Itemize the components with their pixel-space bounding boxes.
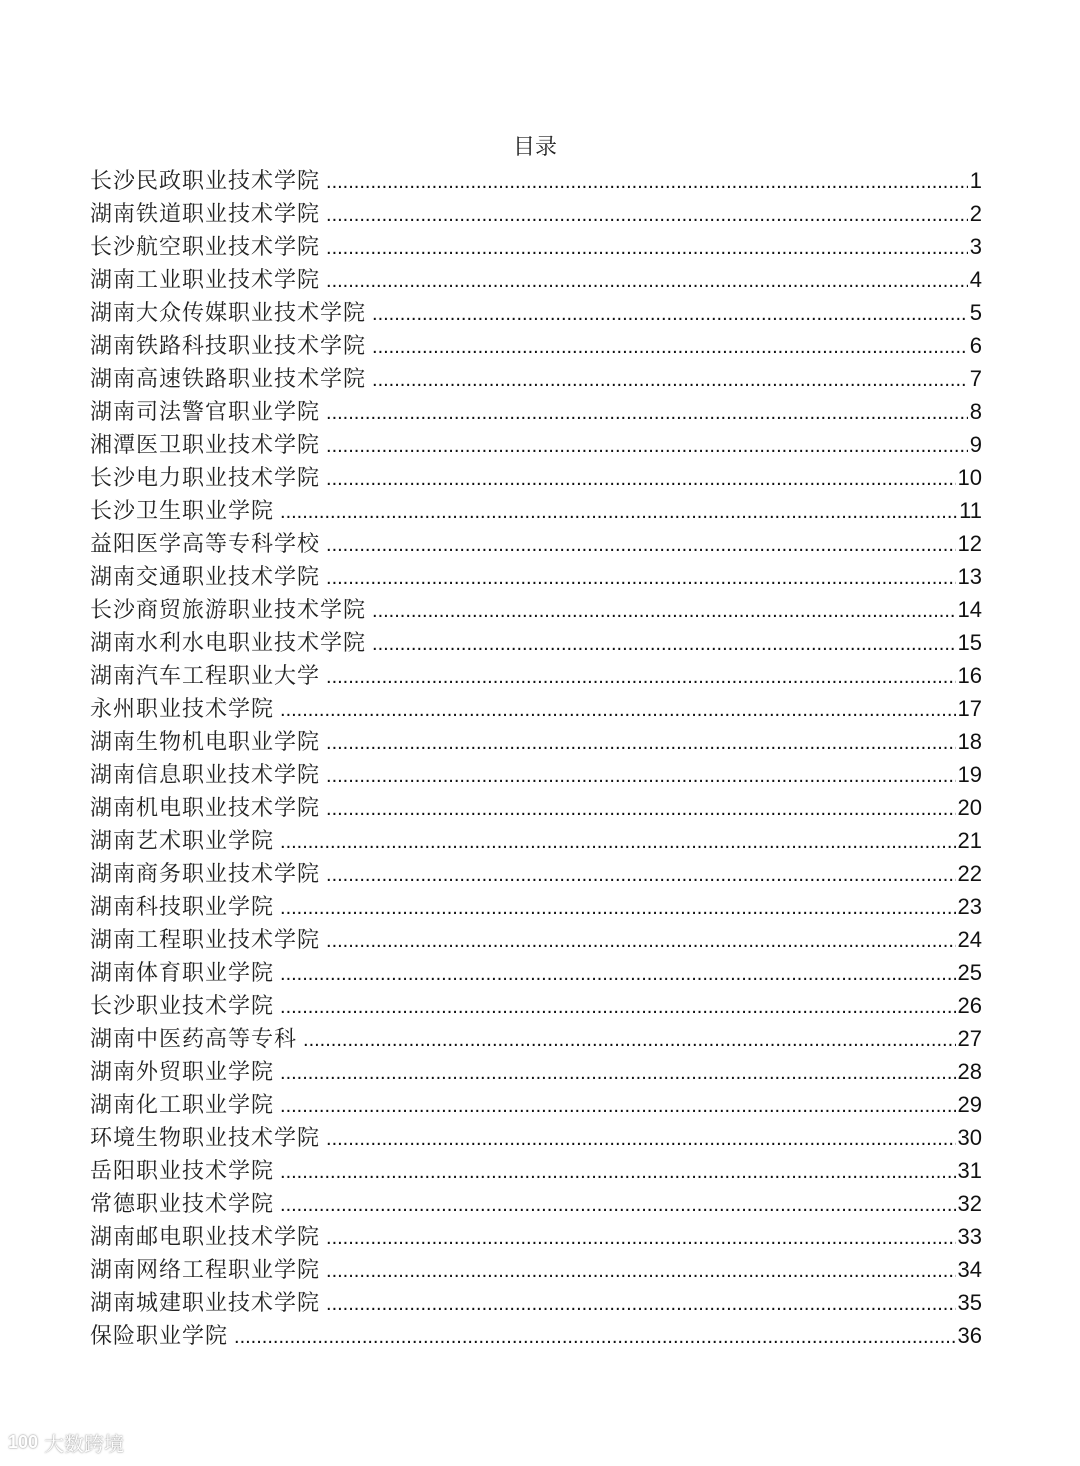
toc-entry-name: 长沙卫生职业学院 [90,499,275,524]
toc-entry-page: 22 [957,861,982,886]
toc-entry[interactable] [90,1154,982,1187]
toc-entry-page: 36 [957,1323,982,1348]
toc-entry-page: 27 [957,1026,982,1051]
toc-entry[interactable] [90,230,982,263]
toc-dot-leader [280,826,956,859]
toc-dot-leader [326,529,956,562]
toc-entry-name: 湖南交通职业技术学院 [90,565,321,590]
toc-entry[interactable] [90,791,982,824]
toc-entry-page: 6 [969,333,982,358]
toc-entry-name: 益阳医学高等专科学校 [90,532,321,557]
toc-dot-leader [326,265,968,298]
toc-entry-name: 常德职业技术学院 [90,1192,275,1217]
toc-list [90,164,982,1352]
toc-entry-name: 湖南商务职业技术学院 [90,862,321,887]
toc-dot-leader [326,1123,956,1156]
toc-entry[interactable] [90,758,982,791]
toc-entry[interactable] [90,1187,982,1220]
toc-dot-leader [326,661,956,694]
toc-entry-page: 14 [957,597,982,622]
toc-dot-leader [326,1288,956,1321]
toc-entry-page: 12 [957,531,982,556]
toc-entry-page: 24 [957,927,982,952]
toc-entry-name: 湖南工业职业技术学院 [90,268,321,293]
toc-dot-leader [326,727,956,760]
toc-entry-page: 21 [957,828,982,853]
toc-entry-name: 湖南机电职业技术学院 [90,796,321,821]
toc-dot-leader [326,166,968,199]
toc-entry-name: 长沙电力职业技术学院 [90,466,321,491]
toc-dot-leader [280,958,956,991]
toc-dot-leader [280,1090,956,1123]
toc-entry-name: 湖南铁道职业技术学院 [90,202,321,227]
toc-entry-name: 湖南大众传媒职业技术学院 [90,301,367,326]
toc-dot-leader [326,1255,956,1288]
toc-entry-page: 19 [957,762,982,787]
toc-dot-leader [372,364,968,397]
toc-entry-page: 25 [957,960,982,985]
toc-dot-leader [326,430,968,463]
toc-entry-page: 20 [957,795,982,820]
toc-entry-name: 湖南科技职业学院 [90,895,275,920]
toc-entry[interactable] [90,197,982,230]
toc-entry[interactable] [90,1319,982,1352]
toc-entry-page: 2 [969,201,982,226]
toc-entry-name: 湖南司法警官职业学院 [90,400,321,425]
toc-dot-leader [280,991,956,1024]
toc-entry[interactable] [90,1022,982,1055]
toc-entry-name: 湖南工程职业技术学院 [90,928,321,953]
toc-entry-name: 湘潭医卫职业技术学院 [90,433,321,458]
toc-entry-name: 湖南生物机电职业学院 [90,730,321,755]
toc-entry-name: 湖南铁路科技职业技术学院 [90,334,367,359]
toc-entry[interactable] [90,1055,982,1088]
toc-dot-leader [326,199,968,232]
toc-dot-leader [326,562,956,595]
toc-entry-name: 湖南中医药高等专科 [90,1027,298,1052]
toc-dot-leader [280,1156,956,1189]
toc-entry-page: 9 [969,432,982,457]
toc-dot-leader [372,628,956,661]
toc-entry-page: 28 [957,1059,982,1084]
toc-entry-page: 4 [969,267,982,292]
toc-entry[interactable] [90,362,982,395]
toc-entry-name: 长沙民政职业技术学院 [90,169,321,194]
watermark [8,1428,124,1457]
toc-dot-leader [372,331,968,364]
toc-entry[interactable] [90,923,982,956]
toc-entry-name: 长沙航空职业技术学院 [90,235,321,260]
toc-dot-leader [326,463,956,496]
toc-entry[interactable] [90,164,982,197]
toc-entry[interactable] [90,1253,982,1286]
toc-dot-leader [326,232,968,265]
toc-entry-name: 湖南体育职业学院 [90,961,275,986]
toc-entry-page: 32 [957,1191,982,1216]
toc-entry-name: 湖南信息职业技术学院 [90,763,321,788]
toc-entry-name: 保险职业学院 [90,1324,229,1349]
toc-entry[interactable] [90,692,982,725]
toc-dot-leader [280,694,956,727]
toc-entry-page: 8 [969,399,982,424]
toc-entry-page: 11 [959,498,982,523]
toc-entry-page: 1 [969,168,982,193]
toc-entry-page: 3 [969,234,982,259]
toc-entry-page: 7 [969,366,982,391]
toc-entry-page: 13 [957,564,982,589]
toc-entry-name: 湖南水利水电职业技术学院 [90,631,367,656]
toc-title: 目录 [512,135,557,160]
toc-entry[interactable] [90,329,982,362]
watermark-text: 大数跨境 [44,1432,125,1456]
toc-entry-name: 湖南网络工程职业学院 [90,1258,321,1283]
toc-entry-page: 5 [969,300,982,325]
toc-dot-leader [326,859,956,892]
toc-entry-name: 湖南艺术职业学院 [90,829,275,854]
toc-dot-leader [280,892,956,925]
toc-entry-name: 永州职业技术学院 [90,697,275,722]
toc-entry-name: 湖南高速铁路职业技术学院 [90,367,367,392]
toc-entry-page: 23 [957,894,982,919]
toc-entry[interactable] [90,659,982,692]
toc-dot-leader [326,925,956,958]
toc-dot-leader [326,760,956,793]
toc-entry-page: 31 [957,1158,982,1183]
toc-dot-leader [280,1057,956,1090]
toc-entry-page: 35 [957,1290,982,1315]
toc-entry[interactable] [90,263,982,296]
toc-entry[interactable] [90,725,982,758]
toc-dot-leader [372,595,956,628]
toc-entry[interactable] [90,461,982,494]
toc-entry[interactable] [90,956,982,989]
toc-entry-page: 34 [957,1257,982,1282]
toc-entry[interactable] [90,857,982,890]
toc-entry-page: 29 [957,1092,982,1117]
toc-dot-leader [326,793,956,826]
toc-entry-name: 湖南汽车工程职业大学 [90,664,321,689]
toc-entry-page: 17 [957,696,982,721]
toc-dot-leader [280,496,957,529]
toc-dot-leader [326,397,968,430]
toc-entry-name: 湖南城建职业技术学院 [90,1291,321,1316]
toc-entry-page: 10 [957,465,982,490]
toc-entry[interactable] [90,1088,982,1121]
toc-entry[interactable] [90,428,982,461]
toc-entry-page: 18 [957,729,982,754]
toc-dot-leader [234,1321,956,1354]
toc-entry-page: 33 [957,1224,982,1249]
toc-entry[interactable] [90,824,982,857]
toc-dot-leader [372,298,968,331]
toc-entry[interactable] [90,1121,982,1154]
toc-entry-page: 26 [957,993,982,1018]
toc-dot-leader [303,1024,956,1057]
toc-entry[interactable] [90,395,982,428]
toc-entry[interactable] [90,560,982,593]
toc-entry-page: 30 [957,1125,982,1150]
toc-entry[interactable] [90,527,982,560]
toc-entry[interactable] [90,626,982,659]
toc-entry-page: 15 [957,630,982,655]
toc-entry-name: 长沙商贸旅游职业技术学院 [90,598,367,623]
watermark-logo-icon: 100 [8,1432,39,1452]
toc-entry-name: 湖南外贸职业学院 [90,1060,275,1085]
toc-entry-name: 岳阳职业技术学院 [90,1159,275,1184]
toc-entry[interactable] [90,296,982,329]
toc-dot-leader [326,1222,956,1255]
toc-entry[interactable] [90,1286,982,1319]
toc-dot-leader [280,1189,956,1222]
toc-entry[interactable] [90,890,982,923]
toc-entry-page: 16 [957,663,982,688]
toc-entry[interactable] [90,1220,982,1253]
toc-entry-name: 长沙职业技术学院 [90,994,275,1019]
toc-entry-name: 湖南邮电职业技术学院 [90,1225,321,1250]
toc-entry-name: 湖南化工职业学院 [90,1093,275,1118]
toc-entry[interactable] [90,494,982,527]
toc-entry[interactable] [90,593,982,626]
toc-entry-name: 环境生物职业技术学院 [90,1126,321,1151]
toc-entry[interactable] [90,989,982,1022]
